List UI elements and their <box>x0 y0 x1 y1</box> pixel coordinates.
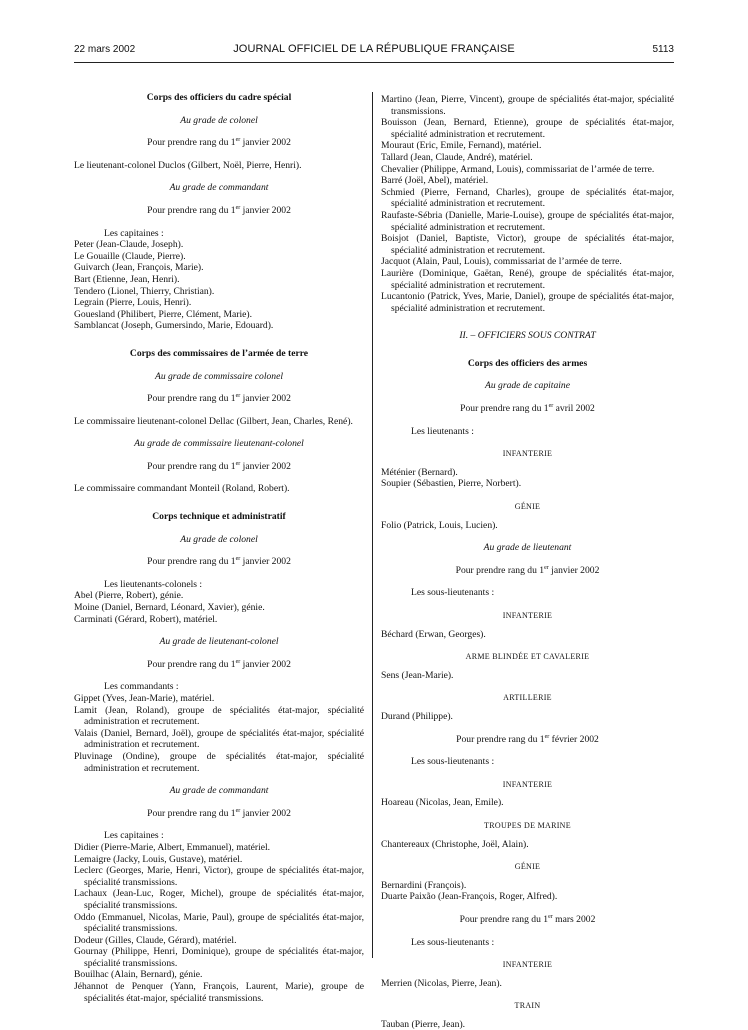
list-item: Duarte Paixão (Jean-François, Roger, Alfred). <box>381 891 558 903</box>
list-item: Pluvinage (Ondine), groupe de spécialités état-major, spécialité administration et recrutement. <box>74 750 364 774</box>
list-item: Jacquot (Alain, Paul, Louis), commissariat de l’armée de terre. <box>381 256 622 268</box>
list-item: Chantereaux (Christophe, Joël, Alain). <box>381 838 529 850</box>
grade-heading: Au grade de commissaire lieutenant-colonel <box>134 438 304 450</box>
list-item: Bouilhac (Alain, Bernard), génie. <box>74 969 203 981</box>
list-item: Dodeur (Gilles, Claude, Gérard), matériel. <box>74 934 237 946</box>
rank-label: Les sous-lieutenants : <box>411 936 495 948</box>
grade-heading: Au grade de capitaine <box>485 380 570 392</box>
rank-label: Les lieutenants : <box>411 425 474 437</box>
section-heading: Corps des officiers du cadre spécial <box>146 92 292 103</box>
grade-heading: Au grade de lieutenant-colonel <box>159 636 279 648</box>
rank-label: Les lieutenants-colonels : <box>104 578 203 590</box>
rank-date-line: Pour prendre rang du 1er mars 2002 <box>459 913 596 925</box>
list-item: Didier (Pierre-Marie, Albert, Emmanuel), matériel. <box>74 841 271 853</box>
rank-date-line: Pour prendre rang du 1er janvier 2002 <box>147 658 291 670</box>
journal-title: JOURNAL OFFICIEL DE LA RÉPUBLIQUE FRANÇAISE <box>233 43 515 55</box>
list-item: Folio (Patrick, Louis, Lucien). <box>381 519 498 531</box>
rank-date-line: Pour prendre rang du 1er janvier 2002 <box>147 392 291 405</box>
header-rule <box>74 62 674 63</box>
list-item: Mouraut (Eric, Emile, Fernand), matériel. <box>381 140 542 152</box>
arm-heading: TRAIN <box>514 1001 541 1011</box>
page-header <box>74 42 674 62</box>
list-item: Gouesland (Philibert, Pierre, Clément, Marie). <box>74 308 252 320</box>
arm-heading: GÉNIE <box>514 502 541 512</box>
rank-label: Les sous-lieutenants : <box>411 587 495 599</box>
list-item: Legrain (Pierre, Louis, Henri). <box>74 297 192 309</box>
issue-date: 22 mars 2002 <box>74 44 136 55</box>
list-item: Lemaigre (Jacky, Louis, Gustave), matériel. <box>74 853 243 865</box>
list-item: Valais (Daniel, Bernard, Joël), groupe de spécialités état-major, spécialité administration et recrutement. <box>74 727 364 751</box>
list-item: Tallard (Jean, Claude, André), matériel. <box>381 151 533 163</box>
rank-label: Les capitaines : <box>104 227 164 239</box>
right-column <box>381 94 674 1030</box>
arm-heading: TROUPES DE MARINE <box>484 820 571 830</box>
arm-heading: GÉNIE <box>514 862 541 872</box>
rank-label: Les sous-lieutenants : <box>411 756 495 768</box>
list-item: Bouisson (Jean, Bernard, Etienne), groupe de spécialités état-major, spécialité administration et recrutement. <box>381 117 674 140</box>
section-heading: Corps technique et administratif <box>152 511 286 523</box>
list-item: Le Gouaille (Claude, Pierre). <box>74 250 186 262</box>
list-item: Boisjot (Daniel, Baptiste, Victor), groupe de spécialités état-major, spécialité administration et recrutement. <box>381 233 674 256</box>
rank-date-line: Pour prendre rang du 1er janvier 2002 <box>147 556 291 568</box>
arm-heading: INFANTERIE <box>502 779 553 789</box>
list-item: Le commissaire lieutenant-colonel Dellac (Gilbert, Jean, Charles, René). <box>74 415 353 427</box>
rank-label: Les capitaines : <box>104 830 164 842</box>
list-item: Tendero (Lionel, Thierry, Christian). <box>74 285 215 297</box>
page-number: 5113 <box>652 44 674 55</box>
list-item: Peter (Jean-Claude, Joseph). <box>74 239 184 251</box>
grade-heading: Au grade de colonel <box>180 533 258 545</box>
list-item: Barré (Joël, Abel), matériel. <box>381 175 489 187</box>
list-item: Durand (Philippe). <box>381 710 453 722</box>
list-item: Raufaste-Sébria (Danielle, Marie-Louise), groupe de spécialités état-major, spécialité administration et recrutement. <box>381 209 674 233</box>
left-column <box>74 92 364 1004</box>
rank-date-line: Pour prendre rang du 1er avril 2002 <box>460 402 595 415</box>
list-item: Jéhannot de Penquer (Yann, François, Laurent, Marie), groupe de spécialités état-major, spécialité transmissions. <box>74 981 364 1004</box>
grade-heading: Au grade de commissaire colonel <box>154 370 284 382</box>
list-item: Carminati (Gérard, Robert), matériel. <box>74 613 218 625</box>
grade-heading: Au grade de commandant <box>169 785 269 797</box>
list-item: Lachaux (Jean-Luc, Roger, Michel), groupe de spécialités état-major, spécialité transmissions. <box>74 888 364 911</box>
rank-date-line: Pour prendre rang du 1er janvier 2002 <box>147 137 291 149</box>
list-item: Sens (Jean-Marie). <box>381 669 454 681</box>
arm-heading: INFANTERIE <box>502 611 553 620</box>
rank-date-line: Pour prendre rang du 1er janvier 2002 <box>147 460 291 472</box>
list-item: Oddo (Emmanuel, Nicolas, Marie, Paul), groupe de spécialités état-major, spécialité transmissions. <box>74 911 364 935</box>
list-item: Guivarch (Jean, François, Marie). <box>74 262 204 274</box>
list-item: Samblancat (Joseph, Gumersindo, Marie, Edouard). <box>74 320 274 332</box>
list-item: Moine (Daniel, Bernard, Léonard, Xavier), génie. <box>74 602 265 614</box>
list-item: Gournay (Philippe, Henri, Dominique), groupe de spécialités état-major, spécialité transmissions. <box>74 946 364 969</box>
list-item: Bart (Etienne, Jean, Henri). <box>74 273 180 285</box>
list-item: Laurière (Dominique, Gaëtan, René), groupe de spécialités état-major, spécialité administration et recrutement. <box>381 267 674 291</box>
arm-heading: ARME BLINDÉE ET CAVALERIE <box>465 652 590 662</box>
arm-heading: INFANTERIE <box>502 960 553 970</box>
arm-heading: INFANTERIE <box>502 449 553 459</box>
rank-date-line: Pour prendre rang du 1er janvier 2002 <box>147 204 291 216</box>
list-item: Soupier (Sébastien, Pierre, Norbert). <box>381 478 522 490</box>
list-item: Schmied (Pierre, Fernand, Charles), groupe de spécialités état-major, spécialité administration et recrutement. <box>381 186 674 210</box>
list-item: Abel (Pierre, Robert), génie. <box>74 590 184 602</box>
list-item: Lamit (Jean, Roland), groupe de spécialités état-major, spécialité administration et recrutement. <box>74 704 364 728</box>
list-item: Leclerc (Georges, Marie, Henri, Victor), groupe de spécialités état-major, spécialité transmissions. <box>74 865 364 888</box>
list-item: Tauban (Pierre, Jean). <box>381 1018 466 1030</box>
arm-heading: ARTILLERIE <box>503 693 552 703</box>
list-item: Gippet (Yves, Jean-Marie), matériel. <box>74 693 215 704</box>
list-item: Le commissaire commandant Monteil (Roland, Robert). <box>74 483 290 495</box>
grade-heading: Au grade de commandant <box>169 182 269 194</box>
list-item: Chevalier (Philippe, Armand, Louis), commissariat de l’armée de terre. <box>381 163 655 175</box>
section-heading: Corps des commissaires de l’armée de terre <box>129 347 309 359</box>
list-item: Le lieutenant-colonel Duclos (Gilbert, Noël, Pierre, Henri). <box>74 159 302 171</box>
list-item: Bernardini (François). <box>381 879 467 891</box>
list-item: Martino (Jean, Pierre, Vincent), groupe de spécialités état-major, spécialité transmissions. <box>381 94 674 117</box>
part-heading: II. – OFFICIERS SOUS CONTRAT <box>459 330 596 342</box>
list-item: Béchard (Erwan, Georges). <box>381 628 486 640</box>
list-item: Merrien (Nicolas, Pierre, Jean). <box>381 977 502 989</box>
list-item: Hoareau (Nicolas, Jean, Emile). <box>381 797 504 809</box>
rank-date-line: Pour prendre rang du 1er janvier 2002 <box>147 807 291 819</box>
rank-date-line: Pour prendre rang du 1er janvier 2002 <box>455 564 600 576</box>
list-item: Méténier (Bernard). <box>381 466 458 478</box>
rank-date-line: Pour prendre rang du 1er février 2002 <box>456 733 599 745</box>
grade-heading: Au grade de lieutenant <box>483 542 572 554</box>
column-divider <box>372 92 373 958</box>
rank-label: Les commandants : <box>104 681 179 693</box>
list-item: Lucantonio (Patrick, Yves, Marie, Daniel), groupe de spécialités état-major, spécialité administration et recrutement. <box>381 291 674 314</box>
grade-heading: Au grade de colonel <box>180 114 258 126</box>
section-heading: Corps des officiers des armes <box>467 357 588 369</box>
